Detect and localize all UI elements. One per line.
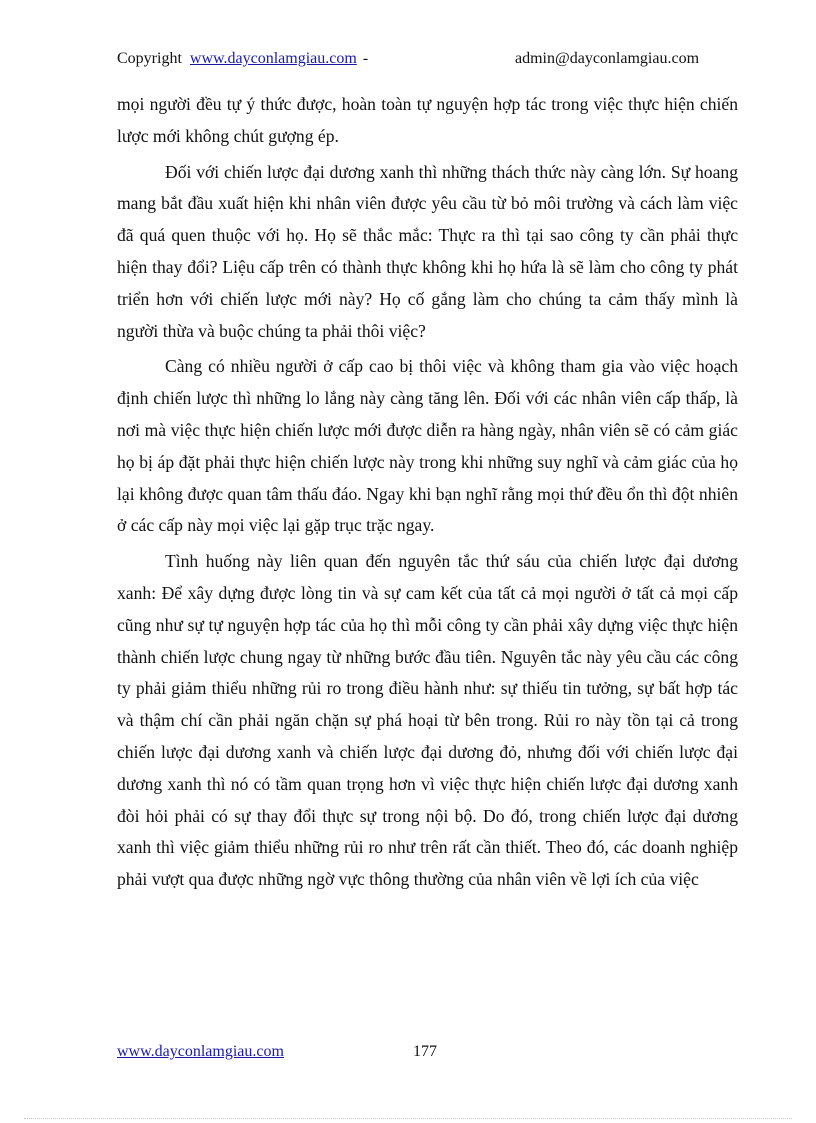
body-text (117, 89, 738, 900)
page-number: 177 (413, 1043, 437, 1060)
page-footer (117, 1040, 737, 1064)
copyright-label: Copyright (117, 50, 182, 67)
header-site-link[interactable]: www.dayconlamgiau.com (189, 50, 357, 67)
paragraph-continuation: mọi người đều tự ý thức được, hoàn toàn tự nguyện hợp tác trong việc thực hiện chiến lược mới không chút gượng ép. (117, 94, 738, 146)
page-edge-divider (24, 1118, 792, 1119)
header-separator: - (362, 50, 369, 67)
footer-site-link[interactable]: www.dayconlamgiau.com (117, 1043, 284, 1060)
paragraph: Càng có nhiều người ở cấp cao bị thôi việc và không tham gia vào việc hoạch định chiến lược thì những lo lắng này càng tăng lên. Đối với các nhân viên cấp thấp, là nơi mà việc thực hiện chiến lược mới được diễn ra hàng ngày, nhân viên sẽ có cảm giác họ bị áp đặt phải thực hiện chiến lược này trong khi những suy nghĩ và cảm giác của họ lại không được quan tâm thấu đáo. Ngay khi bạn nghĩ rằng mọi thứ đều ổn thì đột nhiên ở các cấp này mọi việc lại gặp trục trặc ngay. (117, 356, 738, 536)
paragraph: Đối với chiến lược đại dương xanh thì những thách thức này càng lớn. Sự hoang mang bắt đầu xuất hiện khi nhân viên được yêu cầu từ bỏ môi trường và cách làm việc đã quá quen thuộc với họ. Họ sẽ thắc mắc: Thực ra thì tại sao công ty cần phải thực hiện thay đổi? Liệu cấp trên có thành thực không khi họ hứa là sẽ làm cho công ty phát triển hơn với chiến lược mới này? Họ cố gắng làm cho chúng ta cảm thấy mình là người thừa và buộc chúng ta phải thôi việc? (117, 161, 738, 341)
header-left (117, 48, 368, 70)
paragraph: Tình huống này liên quan đến nguyên tắc thứ sáu của chiến lược đại dương xanh: Để xây dựng được lòng tin và sự cam kết của tất cả mọi người ở tất cả mọi cấp cũng như sự tự nguyện hợp tác của họ thì mỗi công ty cần phải xây dựng việc thực hiện thành chiến lược chung ngay từ những bước đầu tiên. Nguyên tắc này yêu cầu các công ty phải giảm thiểu những rủi ro trong điều hành như: sự thiếu tin tưởng, sự bất hợp tác và thậm chí cần phải ngăn chặn sự phá hoại từ bên trong. Rủi ro này tồn tại cả trong chiến lược đại dương xanh và chiến lược đại dương đỏ, nhưng đối với chiến lược đại dương xanh thì nó có tầm quan trọng hơn vì việc thực hiện chiến lược đại dương xanh đòi hỏi phải có sự thay đổi thực sự trong nội bộ. Do đó, trong chiến lược đại dương xanh thì việc giảm thiểu những rủi ro như trên rất cần thiết. Theo đó, các doanh nghiệp phải vượt qua được những ngờ vực thông thường của nhân viên về lợi ích của việc (117, 551, 738, 890)
page-header (117, 48, 737, 70)
header-email: admin@dayconlamgiau.com (515, 50, 700, 67)
